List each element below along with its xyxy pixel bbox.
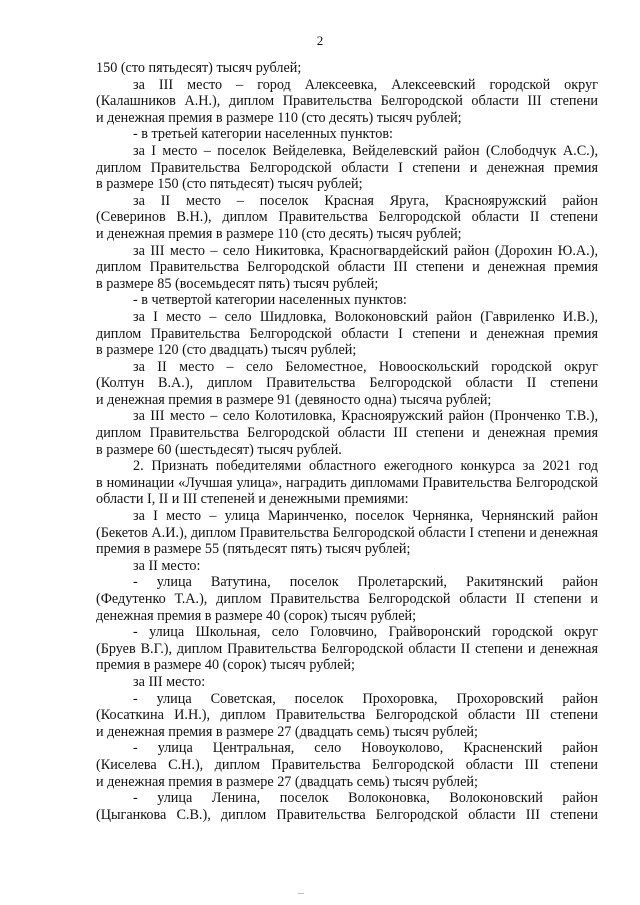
text-line: - улица Советская, поселок Прохоровка, Прохоровский район: [133, 690, 598, 707]
text-line: премия в размере 55 (пятьдесят пять) тысяч рублей;: [96, 541, 411, 558]
text-line: (Косаткина И.Н.), диплом Правительства Белгородской области III степени: [96, 707, 598, 724]
text-line: - улица Ленина, поселок Волоконовка, Волоконовский район: [133, 790, 598, 807]
text-line: области I, II и III степеней и денежными премиями:: [96, 491, 409, 508]
text-line: и денежная премия в размере 110 (сто десять) тысяч рублей;: [96, 109, 462, 126]
text-line: (Колтун В.А.), диплом Правительства Белгородской области II степени: [96, 375, 598, 392]
text-line: и денежная премия в размере 110 (сто десять) тысяч рублей;: [96, 225, 462, 242]
text-line: в номинации «Лучшая улица», наградить дипломами Правительства Белгородской: [96, 474, 598, 491]
text-line: и денежная премия в размере 91 (девяносто одна) тысяча рублей;: [96, 391, 492, 408]
text-line: в размере 150 (сто пятьдесят) тысяч рублей;: [96, 176, 363, 193]
text-line: (Киселева С.Н.), диплом Правительства Белгородской области III степени: [96, 756, 598, 773]
text-line: - улица Школьная, село Головчино, Грайворонский городской округ: [133, 624, 598, 641]
text-line: (Федутенко Т.А.), диплом Правительства Белгородской области II степени и: [96, 591, 598, 607]
text-line: премия в размере 40 (сорок) тысяч рублей;: [96, 657, 355, 674]
text-line: за III место – село Колотиловка, Краснояружский район (Пронченко Т.В.),: [133, 408, 598, 425]
text-line: (Цыганкова С.В.), диплом Правительства Белгородской области III степени: [96, 806, 598, 823]
page-number: 2: [316, 33, 324, 48]
text-line: (Северинов В.Н.), диплом Правительства Белгородской области II степени: [96, 209, 598, 226]
text-line: за II место:: [133, 557, 201, 574]
text-line: в размере 85 (восемьдесят пять) тысяч рублей;: [96, 275, 379, 292]
text-line: - улица Центральная, село Новоуколово, Красненский район: [133, 740, 598, 757]
text-line: в размере 60 (шестьдесят) тысяч рублей.: [96, 441, 342, 458]
text-line: - улица Ватутина, поселок Пролетарский, Ракитянский район: [133, 574, 598, 591]
text-line: диплом Правительства Белгородской области III степени и денежная премия: [96, 425, 598, 442]
text-line: в размере 120 (сто двадцать) тысяч рублей;: [96, 342, 357, 359]
text-line: за I место – село Шидловка, Волоконовский район (Гавриленко И.В.),: [133, 308, 598, 325]
text-line: и денежная премия в размере 27 (двадцать семь) тысяч рублей;: [96, 723, 478, 740]
scan-artifact-mark: [298, 893, 304, 894]
text-line: - в четвертой категории населенных пунктов:: [133, 292, 407, 309]
text-line: диплом Правительства Белгородской области III степени и денежная премия: [96, 259, 598, 276]
text-line: за II место – поселок Красная Яруга, Краснояружский район: [133, 192, 598, 209]
document-body: [96, 60, 598, 823]
text-line: (Бекетов А.И.), диплом Правительства Белгородской области I степени и денежная: [96, 524, 598, 541]
text-line: (Бруев В.Г.), диплом Правительства Белгородской области II степени и денежная: [96, 640, 598, 657]
text-line: 2. Признать победителями областного ежегодного конкурса за 2021 год: [133, 458, 598, 475]
text-line: за I место – поселок Вейделевка, Вейделевский район (Слободчук А.С.),: [133, 142, 598, 159]
text-line: за III место:: [133, 673, 206, 690]
text-line: - в третьей категории населенных пунктов:: [133, 126, 394, 143]
text-line: за III место – село Никитовка, Красногвардейский район (Дорохин Ю.А.),: [133, 242, 598, 259]
text-line: диплом Правительства Белгородской области I степени и денежная премия: [96, 325, 598, 342]
text-line: за I место – улица Маринченко, поселок Чернянка, Чернянский район: [133, 508, 598, 525]
text-line: диплом Правительства Белгородской области I степени и денежная премия: [96, 159, 598, 176]
text-line: и денежная премия в размере 27 (двадцать семь) тысяч рублей;: [96, 773, 478, 790]
text-line: за III место – город Алексеевка, Алексеевский городской округ: [133, 76, 598, 93]
text-line: за II место – село Беломестное, Новооскольский городской округ: [133, 358, 598, 375]
text-line: 150 (сто пятьдесят) тысяч рублей;: [96, 60, 302, 76]
text-line: (Калашников А.Н.), диплом Правительства Белгородской области III степени: [96, 93, 598, 110]
text-line: денежная премия в размере 40 (сорок) тысяч рублей;: [96, 607, 417, 624]
